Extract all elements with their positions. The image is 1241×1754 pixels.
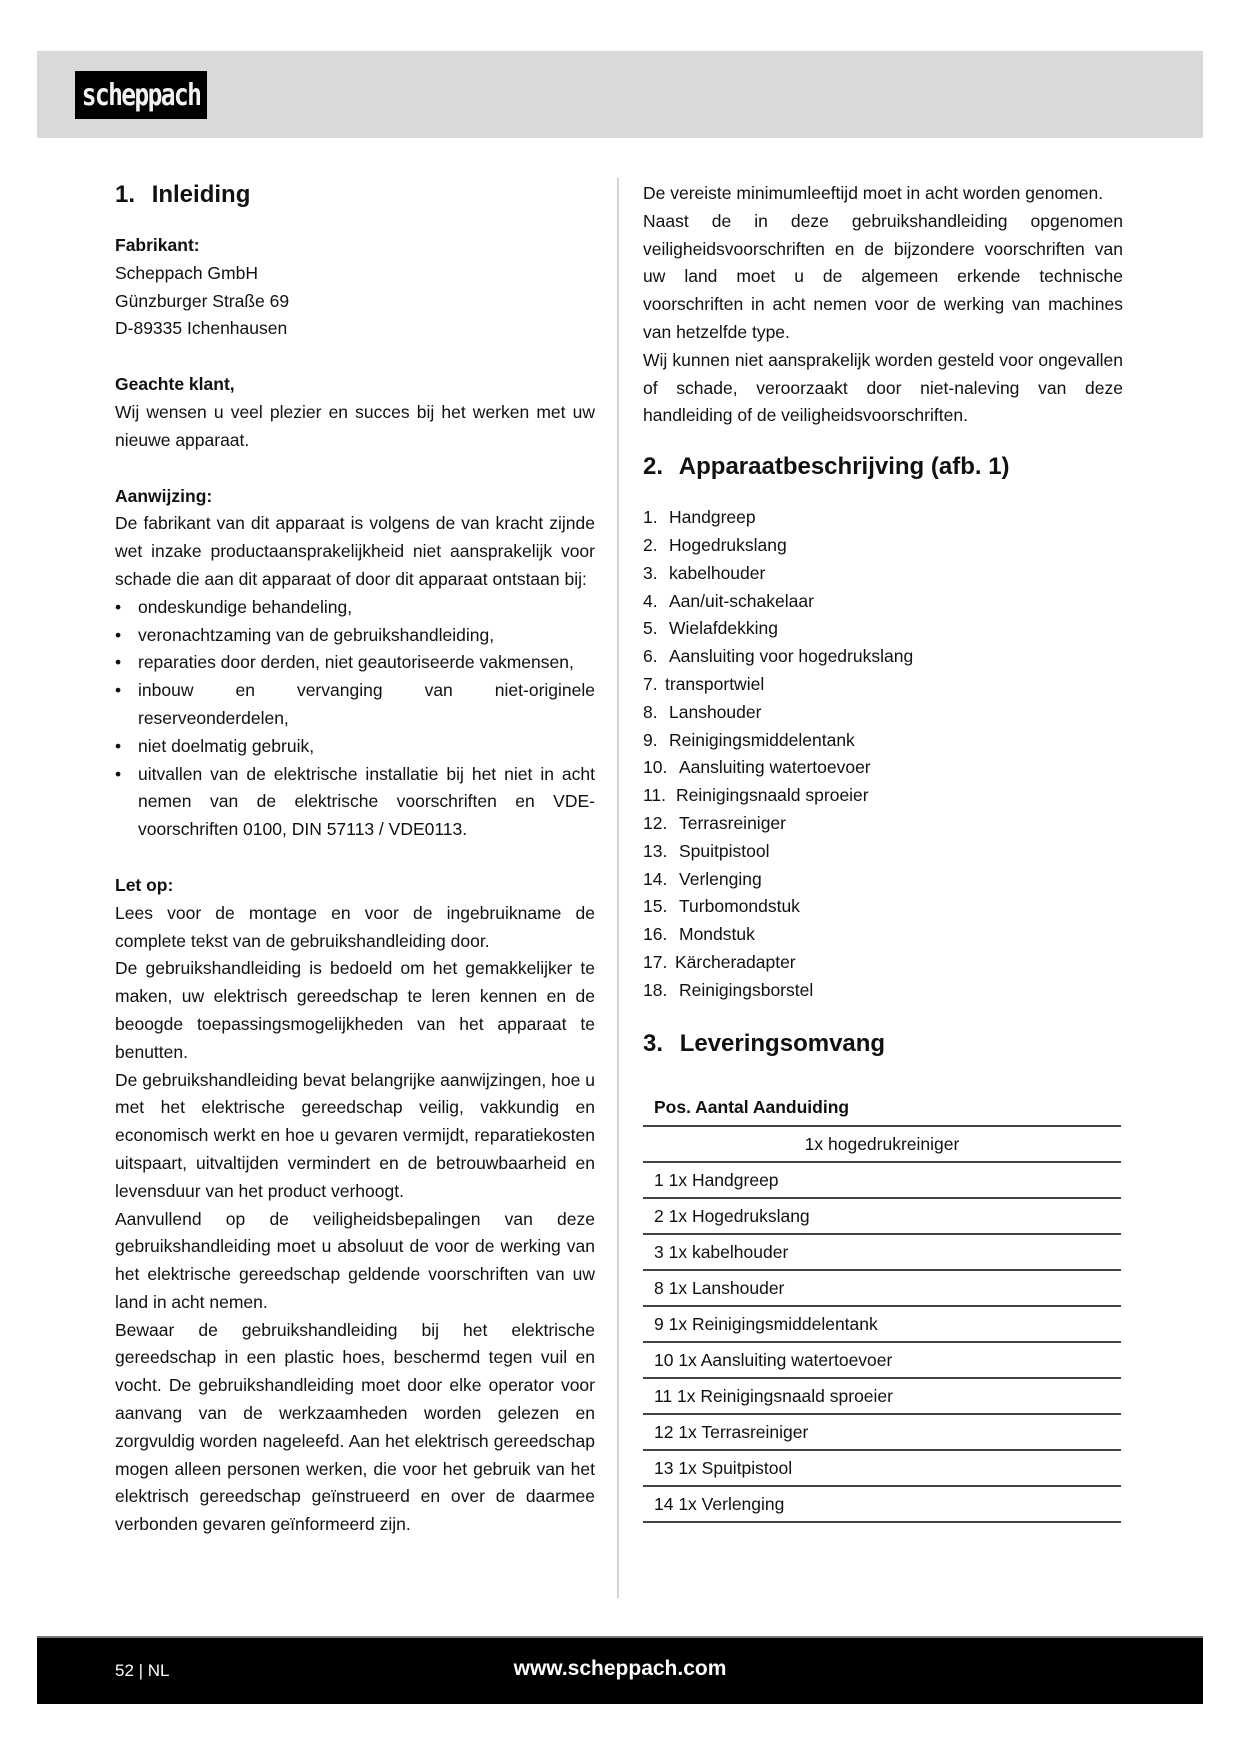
paragraph: Aanvullend op de veiligheidsbepalingen van deze gebruikshandleiding moet u absoluut de voor de werking van het elektrische gereedschap geldende voorschriften van uw land in acht nemen.	[115, 1208, 595, 1312]
header-band	[37, 51, 1203, 138]
manufacturer-block	[115, 232, 595, 343]
table-row: 12 1x Terrasreiniger	[643, 1413, 1121, 1449]
list-item: 8. Lanshouder	[643, 701, 762, 722]
table-row: 2 1x Hogedrukslang	[643, 1197, 1121, 1233]
list-item: 1. Handgreep	[643, 507, 756, 528]
note-block	[115, 483, 595, 844]
note-text: De fabrikant van dit apparaat is volgens de van kracht zijnde wet inzake productaansprakelijkheid niet aansprakelijk voor schade die aan dit apparaat of door dit apparaat ontstaan bij:	[115, 513, 595, 589]
list-item: 5. Wielafdekking	[643, 618, 778, 639]
page-number: 52 | NL	[115, 1661, 170, 1680]
list-item: 12. Terrasreiniger	[643, 812, 786, 833]
table-row: 3 1x kabelhouder	[643, 1233, 1121, 1269]
paragraph: Wij kunnen niet aansprakelijk worden gesteld voor ongevallen of schade, veroorzaakt door niet-naleving van deze handleiding of de veiligheidsvoorschriften.	[643, 349, 1123, 426]
list-item: 16. Mondstuk	[643, 924, 755, 945]
list-item: 3. kabelhouder	[643, 562, 766, 583]
list-item: 15. Turbomondstuk	[643, 896, 800, 917]
list-item: 10. Aansluiting watertoevoer	[643, 757, 871, 778]
list-item: 9. Reinigingsmiddelentank	[643, 729, 855, 750]
manufacturer-line: Günzburger Straße 69	[115, 290, 290, 311]
note-label: Aanwijzing:	[115, 485, 213, 506]
list-item: 17. Kärcheradapter	[643, 951, 796, 972]
manufacturer-label: Fabrikant:	[115, 235, 200, 255]
paragraph: Lees voor de montage en voor de ingebruikname de complete tekst van de gebruikshandleiding door.	[115, 902, 595, 951]
table-row: 1 1x Handgreep	[643, 1161, 1121, 1197]
column-divider	[617, 178, 619, 1598]
left-column	[115, 180, 595, 1539]
manufacturer-line: Scheppach GmbH	[115, 262, 258, 283]
attention-label: Let op:	[115, 874, 174, 895]
section-2-heading: 2. Apparaatbeschrijving (afb. 1)	[643, 453, 1010, 481]
table-row: 1x hogedrukreiniger	[643, 1125, 1121, 1161]
parts-list	[643, 504, 1123, 1004]
section-1-heading: 1. Inleiding	[115, 181, 251, 208]
list-item: 13. Spuitpistool	[643, 840, 770, 861]
table-row: 9 1x Reinigingsmiddelentank	[643, 1305, 1121, 1341]
table-row: 13 1x Spuitpistool	[643, 1449, 1121, 1485]
list-item: 6. Aansluiting voor hogedrukslang	[643, 646, 914, 667]
manufacturer-line: D-89335 Ichenhausen	[115, 318, 288, 339]
list-item: 14. Verlenging	[643, 868, 762, 889]
attention-block	[115, 872, 595, 1539]
greeting-label: Geachte klant,	[115, 374, 235, 395]
right-column	[643, 180, 1123, 1523]
greeting-text: Wij wensen u veel plezier en succes bij het werken met uw nieuwe apparaat.	[115, 401, 595, 450]
list-item: • ondeskundige behandeling,	[115, 594, 595, 622]
website-link[interactable]: www.scheppach.com	[513, 1657, 727, 1680]
table-header: Pos. Aantal Aanduiding	[654, 1096, 850, 1117]
scheppach-logo: scheppach	[75, 71, 207, 119]
footer-bar	[37, 1636, 1203, 1704]
list-item: • reparaties door derden, niet geautoriseerde vakmensen,	[115, 649, 595, 677]
liability-list	[115, 594, 595, 844]
paragraph: Naast de in deze gebruikshandleiding opgenomen veiligheidsvoorschriften en de bijzondere voorschriften van uw land moet u de algemeen erkende technische voorschriften in acht nemen voor de werking van machines van hetzelfde type.	[643, 210, 1123, 342]
list-item: • niet doelmatig gebruik,	[115, 733, 595, 761]
list-item: • inbouw en vervanging van niet-originele reserveonderdelen,	[115, 677, 595, 733]
list-item: • uitvallen van de elektrische installatie bij het niet in acht nemen van de elektrische voorschriften en VDE-voorschriften 0100, DIN 57113 / VDE0113.	[115, 761, 595, 844]
section-3-heading: 3. Leveringsomvang	[643, 1029, 886, 1057]
paragraph: De gebruikshandleiding bevat belangrijke aanwijzingen, hoe u met het elektrische gereedschap veilig, vakkundig en economisch werkt en hoe u gevaren vermijdt, reparatiekosten uitspaart, uitvaltijden vermindert en de betrouwbaarheid en levensduur van het product verhoogt.	[115, 1069, 595, 1201]
list-item: 7. transportwiel	[643, 673, 765, 694]
list-item: • veronachtzaming van de gebruikshandleiding,	[115, 622, 595, 650]
table-row: 8 1x Lanshouder	[643, 1269, 1121, 1305]
table-row: 14 1x Verlenging	[643, 1485, 1121, 1523]
list-item: 18. Reinigingsborstel	[643, 979, 814, 1000]
delivery-table	[643, 1089, 1123, 1523]
table-row: 11 1x Reinigingsnaald sproeier	[643, 1377, 1121, 1413]
table-row: 10 1x Aansluiting watertoevoer	[643, 1341, 1121, 1377]
list-item: 4. Aan/uit-schakelaar	[643, 590, 814, 611]
paragraph: De vereiste minimumleeftijd moet in acht worden genomen.	[643, 183, 1104, 203]
list-item: 11. Reinigingsnaald sproeier	[643, 785, 869, 806]
paragraph: Bewaar de gebruikshandleiding bij het elektrische gereedschap in een plastic hoes, beschermd tegen vuil en vocht. De gebruikshandleiding moet door elke operator voor aanvang van de werkzaamheden worden gelezen en zorgvuldig worden nageleefd. Aan het elektrisch gereedschap mogen alleen personen werken, die voor het gebruik van het elektrisch gereedschap geïnstrueerd en over de daarmee verbonden gevaren geïnformeerd zijn.	[115, 1319, 595, 1535]
greeting-block	[115, 371, 595, 454]
list-item: 2. Hogedrukslang	[643, 534, 787, 555]
paragraph: De gebruikshandleiding is bedoeld om het gemakkelijker te maken, uw elektrisch gereedschap te leren kennen en de beoogde toepassingsmogelijkheden van het apparaat te benutten.	[115, 958, 595, 1062]
